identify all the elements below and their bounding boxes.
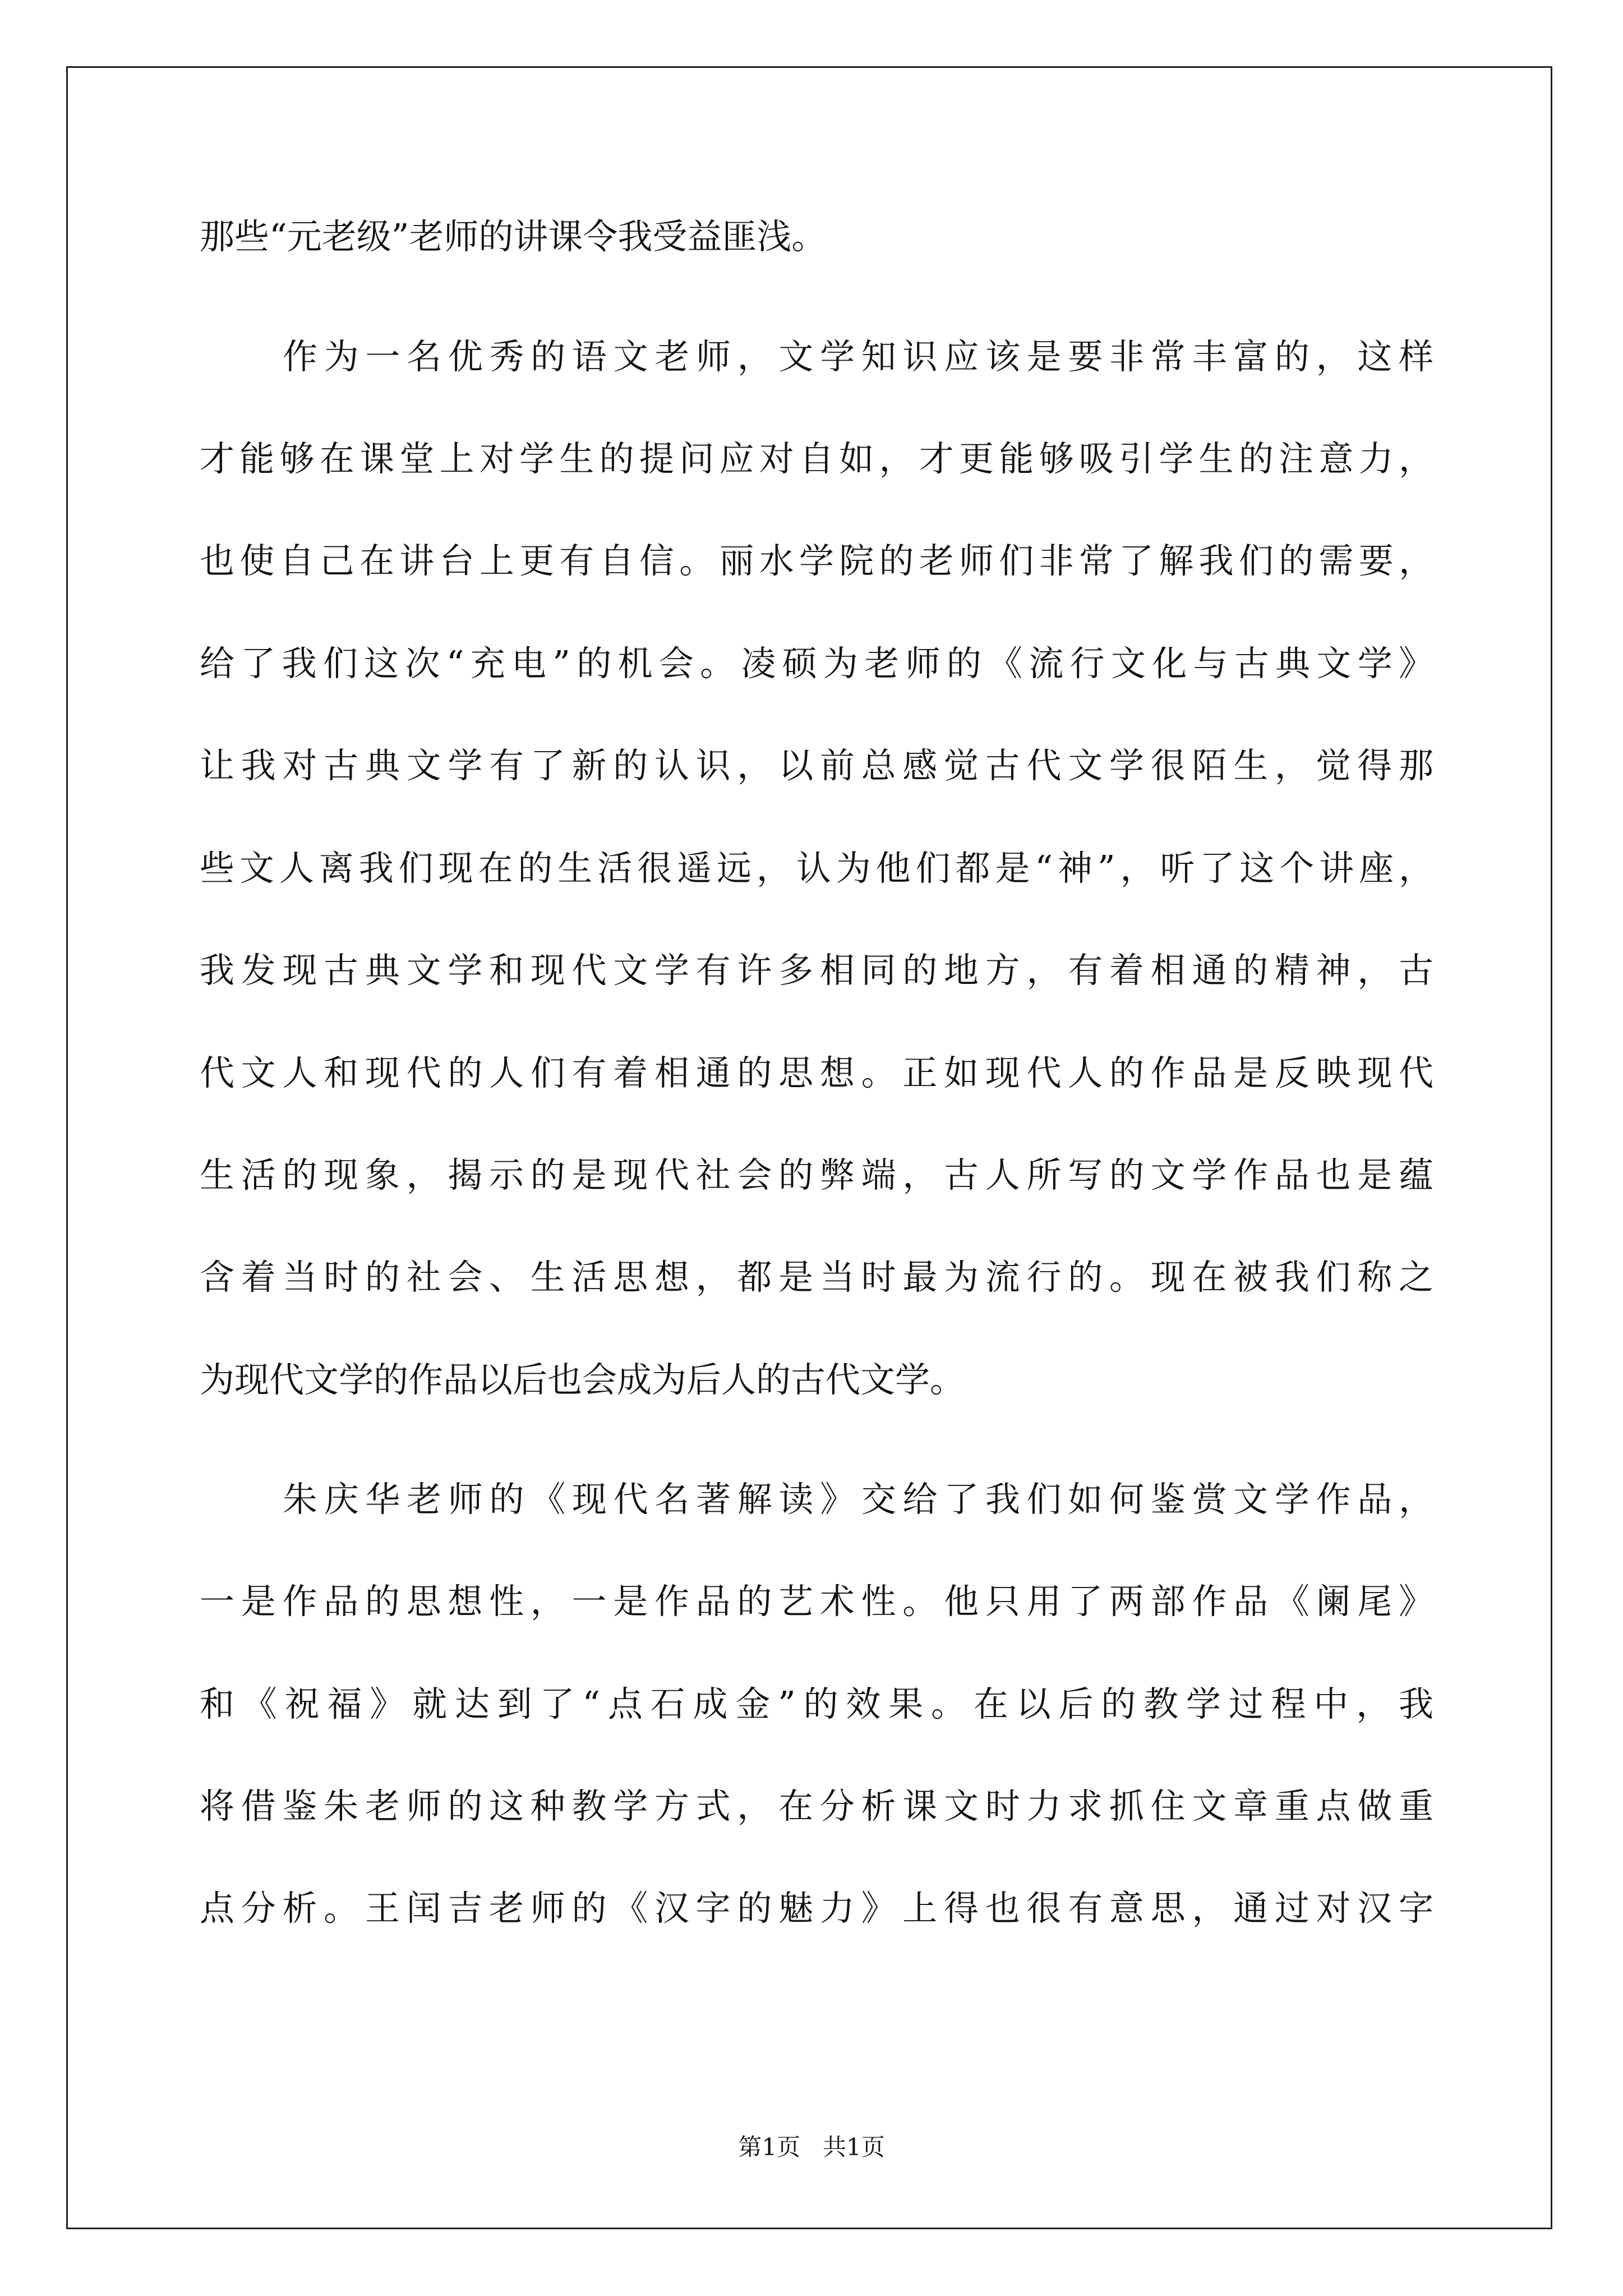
text-line: 将借鉴朱老师的这种教学方式，在分析课文时力求抓住文章重点做重 <box>200 1786 1433 1826</box>
text-line: 给了我们这次“充电”的机会。凌硕为老师的《流行文化与古典文学》 <box>200 643 1433 684</box>
text-line: 才能够在课堂上对学生的提问应对自如，才更能够吸引学生的注意力， <box>200 438 1433 479</box>
text-line: 朱庆华老师的《现代名著解读》交给了我们如何鉴赏文学作品， <box>283 1479 1433 1520</box>
text-line: 作为一名优秀的语文老师，文学知识应该是要非常丰富的，这样 <box>283 336 1433 377</box>
text-line: 也使自己在讲台上更有自信。丽水学院的老师们非常了解我们的需要， <box>200 540 1433 581</box>
text-line: 代文人和现代的人们有着相通的思想。正如现代人的作品是反映现代 <box>200 1052 1433 1093</box>
text-line: 点分析。王闰吉老师的《汉字的魅力》上得也很有意思，通过对汉字 <box>200 1888 1433 1929</box>
text-line: 些文人离我们现在的生活很遥远，认为他们都是“神”，听了这个讲座， <box>200 848 1433 889</box>
text-line: 我发现古典文学和现代文学有许多相同的地方，有着相通的精神，古 <box>200 950 1433 991</box>
text-line: 为现代文学的作品以后也会成为后人的古代文学。 <box>200 1359 965 1400</box>
page-number-footer: 第1页 共1页 <box>738 2133 885 2161</box>
text-line: 含着当时的社会、生活思想，都是当时最为流行的。现在被我们称之 <box>200 1257 1433 1297</box>
text-line: 和《祝福》就达到了“点石成金”的效果。在以后的教学过程中，我 <box>200 1683 1433 1724</box>
text-line: 让我对古典文学有了新的认识，以前总感觉古代文学很陌生，觉得那 <box>200 745 1433 786</box>
text-line: 一是作品的思想性，一是作品的艺术性。他只用了两部作品《阑尾》 <box>200 1581 1433 1622</box>
text-line: 生活的现象，揭示的是现代社会的弊端，古人所写的文学作品也是蕴 <box>200 1154 1433 1195</box>
text-line: 那些“元老级”老师的讲课令我受益匪浅。 <box>200 216 827 257</box>
